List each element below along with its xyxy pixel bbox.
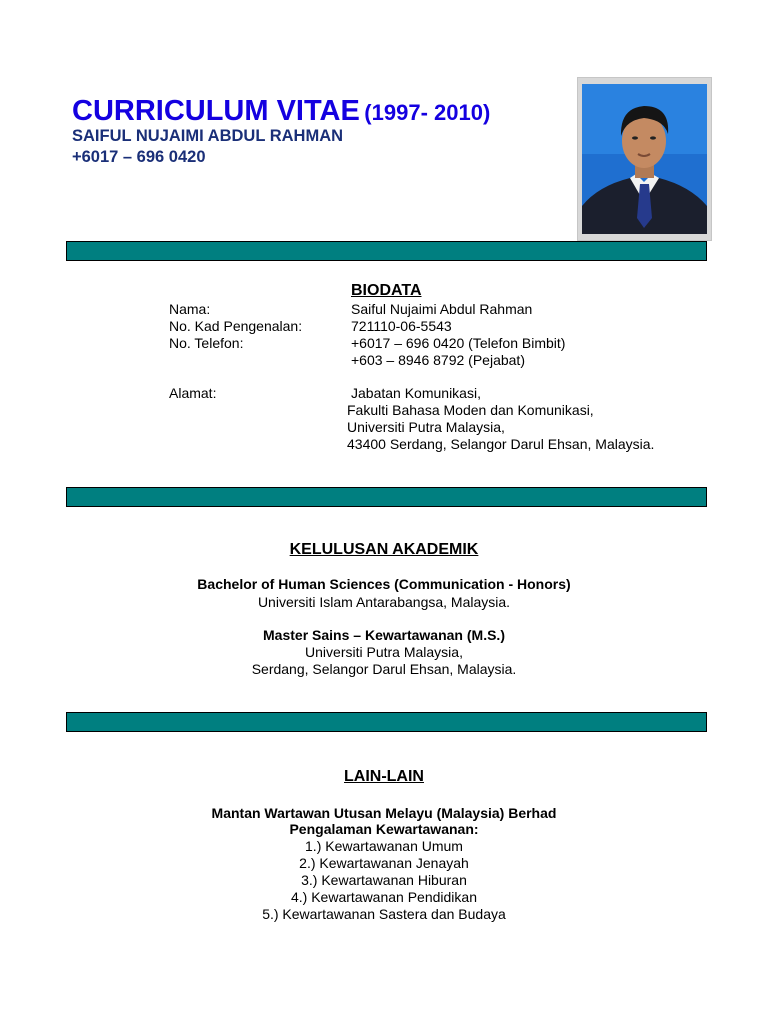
cv-name: SAIFUL NUJAIMI ABDUL RAHMAN [72,127,344,145]
label-telefon: No. Telefon: [169,335,244,351]
cv-title-text: CURRICULUM VITAE [72,95,360,127]
akademik-heading: KELULUSAN AKADEMIK [289,541,479,558]
value-alamat-2: Fakulti Bahasa Moden dan Komunikasi, [347,402,594,418]
value-kad-pengenalan: 721110-06-5543 [351,318,452,334]
label-alamat: Alamat: [169,385,217,401]
experience-item: 5.) Kewartawanan Sastera dan Budaya [262,906,506,922]
experience-item: 2.) Kewartawanan Jenayah [299,855,469,871]
value-alamat-4: 43400 Serdang, Selangor Darul Ehsan, Malaysia. [347,436,655,452]
degree-master: Master Sains – Kewartawanan (M.S.) [263,627,505,643]
experience-item: 4.) Kewartawanan Pendidikan [290,889,477,905]
experience-item: 1.) Kewartawanan Umum [305,838,463,854]
value-alamat-3: Universiti Putra Malaysia, [347,419,505,435]
lain-lain-line-2: Pengalaman Kewartawanan: [289,821,479,837]
value-alamat-1: Jabatan Komunikasi, [351,385,481,401]
profile-photo [577,77,712,241]
cv-title [72,95,490,128]
value-telefon-bimbit: +6017 – 696 0420 (Telefon Bimbit) [351,335,566,351]
section-divider [66,487,707,507]
label-nama: Nama: [169,301,211,317]
degree-bachelor: Bachelor of Human Sciences (Communication - Honors) [197,576,571,592]
lain-lain-line-1: Mantan Wartawan Utusan Melayu (Malaysia) Berhad [211,805,557,821]
value-nama: Saiful Nujaimi Abdul Rahman [351,301,533,317]
cv-phone: +6017 – 696 0420 [72,148,206,166]
value-telefon-pejabat: +603 – 8946 8792 (Pejabat) [351,352,525,368]
section-divider [66,241,707,261]
section-divider [66,712,707,732]
institution-upm-address: Serdang, Selangor Darul Ehsan, Malaysia. [251,661,517,677]
experience-item: 3.) Kewartawanan Hiburan [301,872,467,888]
institution-upm: Universiti Putra Malaysia, [305,644,463,660]
label-kad-pengenalan: No. Kad Pengenalan: [169,318,303,334]
lain-lain-heading: LAIN-LAIN [344,768,424,785]
cv-years: (1997- 2010) [364,100,491,125]
biodata-heading: BIODATA [351,282,422,299]
institution-uia: Universiti Islam Antarabangsa, Malaysia. [257,594,511,610]
